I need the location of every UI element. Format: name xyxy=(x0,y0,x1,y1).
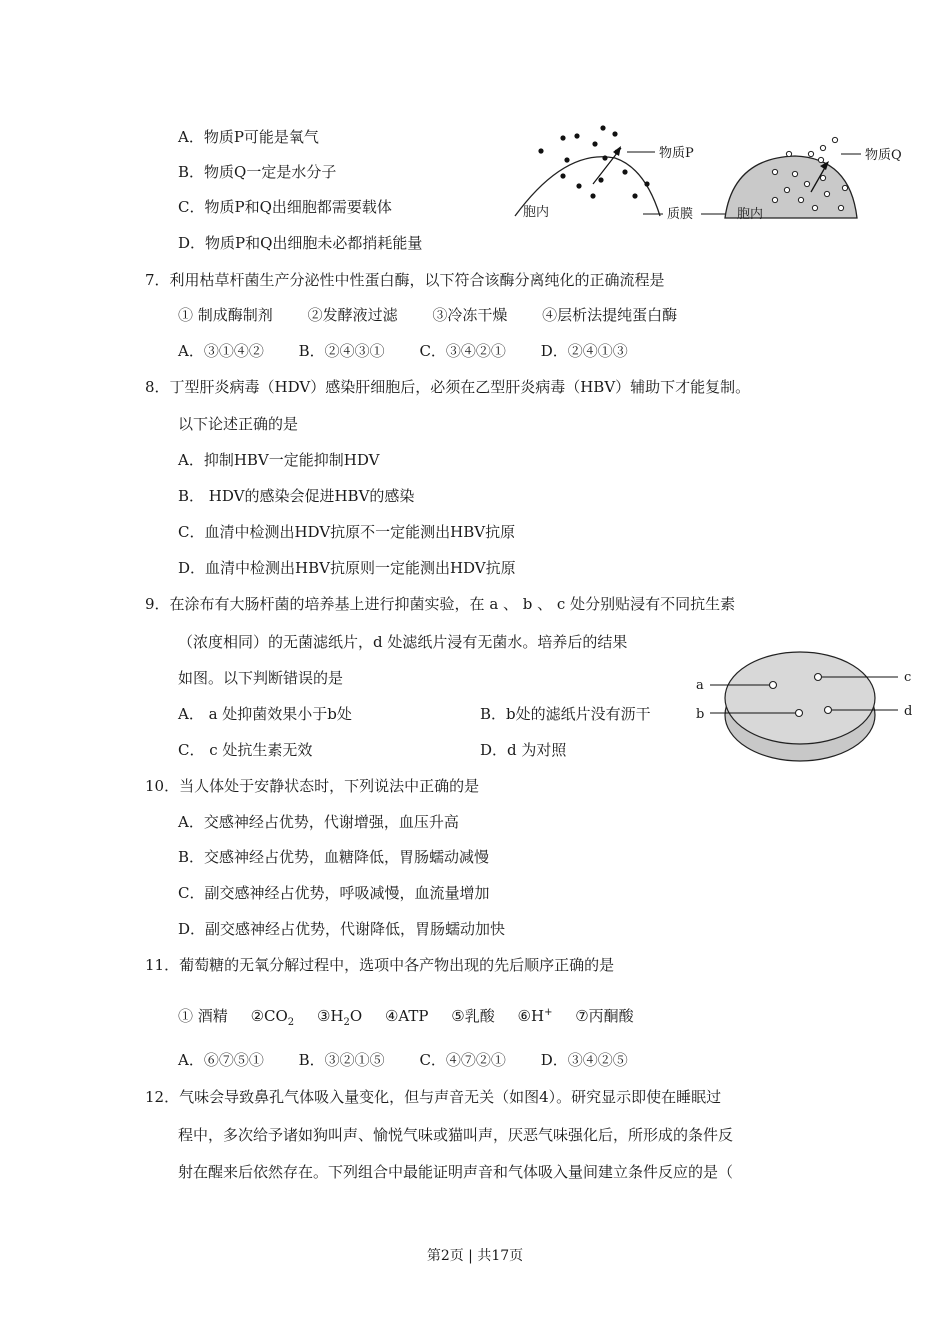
q11-choice-b: B．③②①⑤ xyxy=(298,1051,385,1069)
petri-dish-top xyxy=(725,652,875,744)
q8-option-d: D．血清中检测出HBV抗原则一定能测出HDV抗原 xyxy=(178,559,516,577)
q8-stem-1: 8．丁型肝炎病毒（HDV）感染肝细胞后，必须在乙型肝炎病毒（HBV）辅助下才能复制。 xyxy=(145,378,751,396)
q10-option-a: A．交感神经占优势，代谢增强，血压升高 xyxy=(178,813,459,831)
q7-choice-a: A．③①④② xyxy=(178,342,264,360)
q7-choice-b: B．②④③① xyxy=(298,342,385,360)
q8-stem-2: 以下论述正确的是 xyxy=(178,415,299,433)
q7-steps xyxy=(178,305,677,325)
q10-option-d: D．副交感神经占优势，代谢降低，胃肠蠕动加快 xyxy=(178,920,506,938)
filter-paper-a xyxy=(770,682,777,689)
q7-step-1: ① 制成酶制剂 xyxy=(178,306,273,324)
q11-stem: 11．葡萄糖的无氧分解过程中，选项中各产物出现的先后顺序正确的是 xyxy=(145,956,615,974)
label-b: b xyxy=(696,707,705,722)
q9-option-a: A． a 处抑菌效果小于b处 xyxy=(178,705,352,723)
q8-option-a: A．抑制HBV一定能抑制HDV xyxy=(178,451,380,469)
q9-stem-1: 9．在涂布有大肠杆菌的培养基上进行抑菌实验，在 a 、 b 、 c 处分别贴浸有不同抗生素 xyxy=(145,595,736,613)
label-inside-left: 胞内 xyxy=(523,205,550,220)
q12-line-3: 射在醒来后依然存在。下列组合中最能证明声音和气体吸入量间建立条件反应的是（ xyxy=(178,1163,734,1181)
q11-item-6: ⑥H+ xyxy=(517,1007,553,1025)
q11-item-3: $③H_2O$ xyxy=(316,1007,363,1028)
q10-option-b: B．交感神经占优势，血糖降低，胃肠蠕动减慢 xyxy=(178,848,490,866)
label-membrane: 质膜 xyxy=(667,207,694,222)
q11-item-5: ⑤乳酸 xyxy=(451,1007,495,1025)
q9-option-c: C． c 处抗生素无效 xyxy=(178,741,313,759)
q7-choice-c: C．③④②① xyxy=(419,342,506,360)
q7-choices xyxy=(178,341,628,361)
q11-choices xyxy=(178,1050,628,1070)
q12-line-2: 程中，多次给予诸如狗叫声、愉悦气味或猫叫声，厌恶气味强化后，所形成的条件反 xyxy=(178,1126,734,1144)
q11-item-1: ① 酒精 xyxy=(178,1007,228,1025)
q11-item-7: ⑦丙酮酸 xyxy=(575,1007,634,1025)
q11-choice-d: D．③④②⑤ xyxy=(540,1051,628,1069)
label-a: a xyxy=(696,678,704,693)
q11-item-4: ④ATP xyxy=(384,1007,429,1025)
q8-option-b: B． HDV的感染会促进HBV的感染 xyxy=(178,487,415,505)
filter-paper-b xyxy=(796,710,803,717)
q7-step-4: ④层析法提纯蛋白酶 xyxy=(542,306,678,324)
label-substance-q: 物质Q xyxy=(865,148,902,163)
q7-choice-d: D．②④①③ xyxy=(540,342,628,360)
q11-items xyxy=(178,1003,634,1033)
q9-option-d: D．d 为对照 xyxy=(480,741,567,759)
q9-stem-2: （浓度相同）的无菌滤纸片，d 处滤纸片浸有无菌水。培养后的结果 xyxy=(178,633,628,651)
label-substance-p: 物质P xyxy=(659,146,694,161)
filter-paper-d xyxy=(825,707,832,714)
q11-choice-c: C．④⑦②① xyxy=(419,1051,506,1069)
q12-line-1: 12．气味会导致鼻孔气体吸入量变化，但与声音无关（如图4）。研究显示即使在睡眠过 xyxy=(145,1088,722,1106)
q9-option-b: B．b处的滤纸片没有沥干 xyxy=(480,705,651,723)
q7-step-2: ②发酵液过滤 xyxy=(307,306,398,324)
label-c: c xyxy=(904,670,912,685)
q7-stem: 7．利用枯草杆菌生产分泌性中性蛋白酶，以下符合该酶分离纯化的正确流程是 xyxy=(145,271,665,289)
q7-step-3: ③冷冻干燥 xyxy=(432,306,508,324)
label-inside-right: 胞内 xyxy=(737,207,764,222)
q6-option-a: A．物质P可能是氧气 xyxy=(178,128,319,146)
substance-p-dots xyxy=(538,125,649,198)
label-d: d xyxy=(904,704,913,719)
q6-option-b: B．物质Q一定是水分子 xyxy=(178,163,337,181)
q9-stem-3: 如图。以下判断错误的是 xyxy=(178,669,344,687)
q8-option-c: C．血清中检测出HDV抗原不一定能测出HBV抗原 xyxy=(178,523,516,541)
q11-choice-a: A．⑥⑦⑤① xyxy=(178,1051,264,1069)
q10-option-c: C．副交感神经占优势，呼吸减慢，血流量增加 xyxy=(178,884,490,902)
page-footer: 第2页 | 共17页 xyxy=(426,1248,524,1264)
membrane-transport-figure xyxy=(505,118,915,228)
petri-dish-figure xyxy=(690,640,920,770)
filter-paper-c xyxy=(815,674,822,681)
q6-option-c: C．物质P和Q出细胞都需要载体 xyxy=(178,198,392,216)
q11-item-2: $②CO_2$ xyxy=(250,1007,295,1028)
q10-stem: 10．当人体处于安静状态时，下列说法中正确的是 xyxy=(145,777,480,795)
q6-option-d: D．物质P和Q出细胞未必都捎耗能量 xyxy=(178,234,423,252)
